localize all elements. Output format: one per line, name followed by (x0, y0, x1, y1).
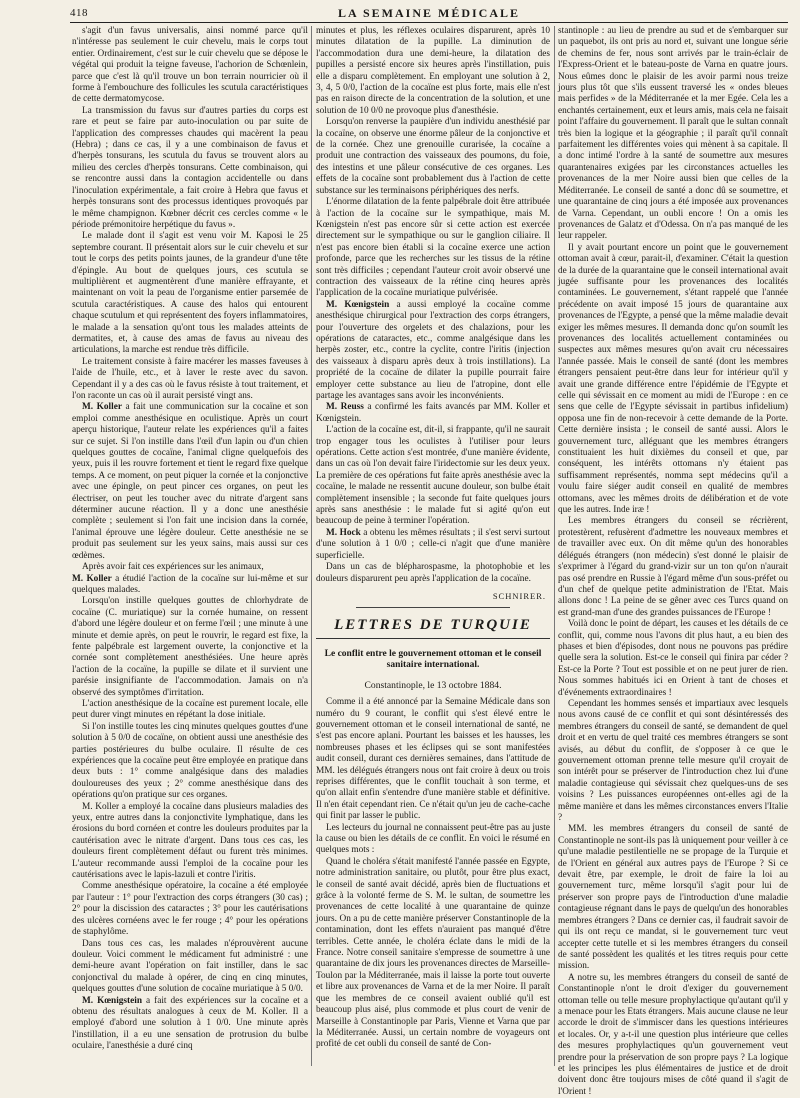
paragraph-text: a étudié l'action de la cocaïne sur lui-même et sur quelques malades. (72, 573, 308, 595)
paragraph (316, 402, 550, 425)
column-divider (311, 26, 312, 1066)
paragraph-text: a fait une communication sur la cocaïne et son emploi comme anesthésique en oculistique. Après un court aperçu historique, l'auteur relate les expériences qu'il a faites sur ce sujet. Si l'on instille dans l'œil d'un lapin ou d'un chien quelques gouttes de cocaïne, l'animal cligne quelquefois des yeux, puis il les rouvre fortement et tient le regard fixe quelque temps. A ce moment, on peut piquer la cornée et la conjonctive avec une épingle, on peut pincer ces organes, on peut les électriser, on peut les toucher avec du nitrate d'argent sans déterminer aucune réaction. Il y a donc une anesthésie complète ; seulement si l'on fait une incision dans la cornée, l'animal éprouve une légère douleur. Cette anesthésie ne se produit pas seulement sur les yeux sains, mais aussi sur ces œdèmes. (72, 402, 308, 561)
paragraph (72, 402, 308, 562)
paragraph-text: a obtenu les mêmes résultats ; il s'est servi surtout d'une solution à 1 0/0 ; celle-ci n'agit que d'une manière superficielle. (316, 527, 550, 561)
paragraph: Si l'on instille toutes les cinq minutes quelques gouttes d'une solution à 5 0/0 de cocaïne, on obtient aussi une anesthésie des parties postérieures du bulbe oculaire. Il résulte de ces expériences que la cocaïne peut être employée en pratique dans deux buts : 1° comme analgésique dans des maladies douloureuses des yeux ; 2° comme anesthésique dans des opérations qu'on pratique sur ces organes. (72, 721, 308, 801)
column-2 (316, 26, 550, 1066)
paragraph (72, 574, 308, 597)
paragraph: L'action anesthésique de la cocaïne est purement locale, elle peut durer vingt minutes en répétant la dose initiale. (72, 698, 308, 721)
dateline: Constantinople, le 13 octobre 1884. (364, 679, 502, 691)
paragraph: La transmission du favus sur d'autres parties du corps est rare et peut se faire par auto-inoculation ou par suite de l'application des compresses chaudes qui macèrent la peau (Hebra) ; dans ce cas, il y a une combinaison de favus et d'herpès tonsurans, les scutula du favus se trouvent alors au milieu des cercles d'herpès tonsurans. Cette combinaison, qui se rencontre aussi dans la contagion accidentelle ou dans l'inoculation expérimentale, a fait croire à Hebra que favus et herpès tonsurans sont des processus identiques provoqués par le même champignon. Kœbner décrit ces cercles comme « le période prémonitoire herpétique du favus ». (72, 105, 308, 230)
paragraph: Comme anesthésique opératoire, la cocaïne a été employée par l'auteur : 1° pour l'extraction des corps étrangers (30 cas) ; 2° pour la discission des cataractes ; 3° pour les cautérisations des ulcères cornéens avec le fer rouge ; 4° pour les opérations de staphylôme. (72, 881, 308, 938)
speaker-name: M. Koller (82, 402, 122, 413)
column-1 (72, 26, 308, 1066)
speaker-name: M. Kœnigstein (326, 299, 390, 310)
paragraph-text: a aussi employé la cocaïne comme anesthésique chirurgical pour l'extraction des corps étrangers, pour l'ouverture des orgelets et des chalazions, pour les opérations de cataractes, etc., comme analgésique dans les herpès zoster, etc., contre la cyclite, contre l'iritis (injection des vaisseaux à disparu après deux à trois instillations). La propriété de la cocaïne de dilater la pupille pourrait faire employer cette substance au lieu de l'atropine, dont elle partage les avantages sans avoir les inconvénients. (316, 299, 550, 401)
paragraph: Lorsqu'on renverse la paupière d'un individu anesthésié par la cocaïne, on observe une énorme pâleur de la conjonctive et de la cornée. Chez une grenouille curarisée, la cocaïne a produit une contraction des vaisseaux des poumons, du foie, des intestins et une pâleur consécutive de ces organes. Les effets de la cocaïne sont probablement dus à l'action de cette substance sur les terminaisons périphériques des nerfs. (316, 117, 550, 196)
paragraph: L'action de la cocaïne est, dit-il, si frappante, qu'il ne saurait trop engager tous les oculistes à l'utiliser pour leurs opérations. Cette action s'est montrée, d'une manière évidente, dans un cas où l'on devait faire l'iridectomie sur les deux yeux. La première de ces opérations fut faite après anesthésie avec la cocaïne, le malade ne ressentit aucune douleur, son bulbe était complètement insensible ; la seconde fut faite quelques jours après sans anesthésie : le malade fut si agité qu'on eut beaucoup de peine à terminer l'opération. (316, 425, 550, 527)
paragraph: Les membres étrangers du conseil se récrièrent, protestèrent, refusèrent d'admettre les nouveaux membres et de travailler avec eux. On dit même qu'un des honorables délégués étrangers (non médecin) s'est donné le plaisir de s'exprimer à l'égard du grand-vizir sur un ton qu'on n'aurait pas osé prendre en Russie à l'égard même d'un sous-préfet ou d'un chef de quelque petite administration de l'Etat. Mais allons donc ! La peine de se gêner avec ces Turcs quand on est grand-man d'une des grandes puissances de l'Europe ! (558, 516, 788, 618)
paragraph: Quand le choléra s'était manifesté l'année passée en Egypte, notre administration sanitaire, ou plutôt, pour être plus exact, le conseil de santé avait décidé, après bien de fluctuations et grâce à la volonté ferme de S. M. le sultan, de soumettre les provenances de cette localité à une quarantaine de quinze jours. On a pu de cette manière préserver Constantinople de la contamination, dont les effets n'auraient pas manqué d'être terribles. Cette année, le choléra éclate dans le midi de la France. Notre conseil sanitaire s'empresse de soumettre à une quarantaine de dix jours les provenances directes de Marseille-Toulon par la Méditerranée, mais il laisse la porte tout ouverte et libre aux provenances de Varna et de la mer Noire. Il paraît que les membres de ce conseil avaient oublié qu'il est beaucoup plus aisé, plus commode et plus court de venir de Marseille à Constantinople par Paris, Vienne et Varna que par la Méditerranée. Aussi, un certain nombre de voyageurs ont profité de cet oubli du conseil de santé de Con- (316, 856, 550, 1050)
speaker-name: M. Hock (326, 527, 361, 538)
paragraph: s'agit d'un favus universalis, ainsi nommé parce qu'il n'intéresse pas seulement le cuir chevelu, mais le corps tout entier. Ordinairement, c'est sur le cuir chevelu que se dépose le végétal qui produit la teigne faveuse, l'achorion de Schœnlein, parce que c'est là qu'il trouve un bon terrain nourricier où il forme à l'embouchure des follicules les scutula caractéristiques de cette dermatomycose. (72, 26, 308, 105)
section-title: LETTRES DE TURQUIE (316, 620, 550, 638)
article-subheading: Le conflit entre le gouvernement ottoman et le conseil sanitaire international. (324, 648, 542, 671)
paragraph (316, 300, 550, 403)
paragraph: Lorsqu'on instille quelques gouttes de chlorhydrate de cocaïne (C. muriatique) sur la cornée humaine, on ressent d'abord une légère douleur et on ferme l'œil ; une minute à une minute et demie après, on peut le rouvrir, le regard est fixe, la fente palpébrale est largement ouverte, la conjonctive et la cornée sont complètement anesthésiées. Une heure après l'action de la cocaïne, la pupille se dilate et il survient une parésie insignifiante de l'accommodation. Jamais on n'a observé des symptômes d'irritation. (72, 596, 308, 698)
paragraph: Il y avait pourtant encore un point que le gouvernement ottoman avait à cœur, parait-il, d'examiner. C'était la question de la durée de la quarantaine que le conseil international avait jugée suffisante pour les provenances des localités contaminées. Le gouvernement, s'étant rappelé que l'année précédente on avait imposé 15 jours de quarantaine aux provenances de l'Egypte, a pensé que la même maladie devait exiger les mêmes mesures. Il demanda donc qu'on soumît les provenances des localités actuellement contaminées ou suspectes aux mêmes mesures qu'on avait cru nécessaires l'année passée. Mais le conseil de santé (dont les membres étrangers pensaient peut-être dans leur for intérieur qu'il y avait une grande différence entre l'épidémie de l'Egypte et celle qui sévissait en ce moment au midi de l'Europe : en ce sens que celle de l'Egypte sévissait in partibus infidelium) opposa une fin de non-recevoir à cette demande de la Porte. Cette dernière insista ; le conseil de santé aussi. Alors le gouvernement turc, alléguant que les membres étrangers constituaient les huit dixièmes du conseil et que, par conséquent, les intérêts ottomans n'y étaient pas suffisamment représentés, nomma sept médecins qu'il a voulu faire siéger audit conseil en qualité de membres ottomans, avec les mêmes droits de délibération et de vote que les autres. Inde iræ ! (558, 242, 788, 516)
speaker-name: M. Reuss (326, 402, 364, 413)
column-divider (554, 26, 555, 1066)
paragraph: Dans un cas de blépharospasme, la photophobie et les douleurs disparurent peu après l'application de la cocaïne. (316, 562, 550, 584)
paragraph: A notre su, les membres étrangers du conseil de santé de Constantinople n'ont le droit d'exiger du gouvernement ottoman telle ou telle mesure prophylactique qu'autant qu'il y a menace pour les Etats étrangers. Mais aucune clause ne leur accorde le droit de s'immiscer dans les questions intérieures et locales. Or, y a-t-il une question plus intérieure que celles des mesures prophylactiques qu'un gouvernement veut prendre pour la préservation de son propre pays ? La logique et les principes les plus élémentaires de justice et de droit doivent donc être toujours mises de côté quand il s'agit de l'Orient ! (558, 972, 788, 1097)
header-rule (70, 22, 788, 23)
page-number: 418 (70, 7, 88, 19)
paragraph-text: a fait des expériences sur la cocaïne et a obtenu des résultats analogues à ceux de M. Koller. Il a employé d'abord une solution à 1 0/0. Une minute après l'instillation, il a eu une sensation de protrusion du bulbe oculaire, l'anesthésie a duré cinq (72, 995, 308, 1052)
column-3 (558, 26, 788, 1097)
paragraph: Le traitement consiste à faire macérer les masses faveuses à l'aide de l'huile, etc., et à laver le reste avec du savon. Cependant il y a des cas où le favus résiste à tout traitement, et l'on raconte un cas où il aurait persisté vingt ans. (72, 356, 308, 401)
speaker-name: M. Kœnigstein (82, 995, 143, 1006)
paragraph: Le malade dont il s'agit est venu voir M. Kaposi le 25 septembre courant. Il présentait alors sur le cuir chevelu et sur tout le corps des petits points jaunes, de la grandeur d'une tête d'épingle. Au bout de quelques jours, ces scutula se multiplièrent et augmentèrent d'une manière effrayante, et maintenant on voit la peau de l'organisme entier parsemée de scutula caractéristiques. A cause des halos qui entourent chaque scutulum et qui représentent des foyers inflammatoires, le malade a la sensation qu'ont tous les malades atteints de dermatites, et, à cause des amas de favus au niveau des articulations, la marche est rendue très difficile. (72, 231, 308, 356)
author-signature: SCHNIRER. (492, 590, 546, 601)
paragraph (316, 528, 550, 562)
paragraph: L'énorme dilatation de la fente palpébrale doit être attribuée à l'action de la cocaïne sur le sympathique, mais M. Kœnigstein n'est pas encore sûr si cette action est exercée directement sur le sympathique ou sur le ganglion ciliaire. Il n'est pas encore bien établi si la cocaïne exerce une action profonde, parce que les recherches sur les tissus de la rétine sont très difficiles ; cependant l'auteur croit avoir observé une contraction des vaisseaux de la rétine cinq heures après l'application de la cocaïne muriatique pulvérisée. (316, 197, 550, 299)
paragraph: M. Koller a employé la cocaïne dans plusieurs maladies des yeux, entre autres dans la conjonctivite lymphatique, dans les érosions du bord cornéen et contre les douleurs produites par la cautérisation avec le nitrate d'argent. Dans tous ces cas, les douleurs firent complètement défaut ou furent très minimes. L'auteur recommande aussi l'emploi de la cocaïne pour les cautérisations avec le lapis-lazuli et contre l'iritis. (72, 801, 308, 881)
speaker-name: M. Koller (72, 573, 112, 584)
paragraph (72, 996, 308, 1053)
paragraph: MM. les membres étrangers du conseil de santé de Constantinople ne sont-ils pas là uniquement pour veiller à ce qu'une maladie pestilentielle ne se propage de la Turquie et de l'Orient en général aux autres pays de l'Europe ? Si ce devait être, par exemple, le droit de faire la loi au gouvernement turc, même lorsqu'il s'agit pour lui de préserver son propre pays de l'introduction d'une maladie contagieuse régnant dans le pays de quelqu'un des honorables membres étrangers ? Dans ce dernier cas, il faudrait savoir de qui ils ont reçu ce mandat, si le gouvernement turc veut accepter cette tutelle et si les membres étrangers du conseil de santé possèdent les qualités et les titres requis pour cette mission. (558, 824, 788, 972)
paragraph-text: a confirmé les faits avancés par MM. Koller et Kœnigstein. (316, 402, 551, 424)
paragraph: Dans tous ces cas, les malades n'éprouvèrent aucune douleur. Voici comment le médicament fut administré : une demi-heure avant l'opération on fait instiller, dans le sac conjonctival du malade à opérer, de cinq en cinq minutes, quelques gouttes d'une solution de cocaïne muriatique à 5 0/0. (72, 938, 308, 995)
journal-title: LA SEMAINE MÉDICALE (337, 6, 521, 20)
paragraph: Voilà donc le point de départ, les causes et les détails de ce conflit, qui, comme nous l'avons dit plus haut, a eu bien des phases et bien d'épisodes, dont nous ne pouvons pas prédire quelle sera la solution. Est-ce le conseil qui finira par céder ? Est-ce la Porte ? Tout est possible et on ne peut jurer de rien. Nous sommes habitués ici en Orient à tant de choses et d'événements extraordinaires ! (558, 619, 788, 698)
paragraph: Cependant les hommes sensés et impartiaux avec lesquels nous avons causé de ce conflit et qui sont désintéressés des membres étrangers du conseil de santé, se demandent de quel droit et en vertu de quel traité ces membres étrangers se sont avisés, au début du conflit, de s'opposer à ce que le gouvernement ottoman prenne telle mesure qu'il croyait de son intérêt pour se préserver de l'introduction chez lui d'une maladie contagieuse qui sévissait chez quelques-uns de ses voisins ? Les puissances européennes ont-elles agi de la même manière et dans les mêmes circonstances envers l'Italie ? (558, 698, 788, 824)
paragraph: Comme il a été annoncé par la Semaine Médicale dans son numéro du 9 courant, le conflit qui s'est élevé entre le gouvernement ottoman et le conseil international de santé, ne s'est pas encore aplani. Pourtant les baisses et les hausses, les nombreuses phases et les éclipses qui se sont manifestées audit conseil, durant ces dernières semaines, dans l'attitude de MM. les délégués étrangers nous ont fait croire à deux ou trois reprises différentes, que le conflit touchait à son terme, et qu'on allait enfin s'entendre d'une manière stable et définitive. Il n'en était cependant rien. Ce n'était qu'un jeu de cache-cache qui finit par lasser le public. (316, 697, 550, 822)
paragraph: Après avoir fait ces expériences sur les animaux, (82, 562, 264, 573)
paragraph: stantinople : au lieu de prendre au sud et de s'embarquer sur un paquebot, ils ont pris au nord et, suivant une longue série de chemins de fer, nous sont arrivés par le train-éclair de l'Express-Orient et le bateau-poste de Varna en quatre jours. Nous eûmes donc le plaisir de les avoir parmi nous treize jours plus tôt que s'ils eussent traversé les « ondes bleues mais perfides » de la Méditerranée et la mer Egée. Cela les a enchantés certainement, eux et leurs amis, mais cela ne faisait point l'affaire du gouvernement. Il paraît que le sultan connaît très bien la logique et la géographie ; il paraît qu'il connaît parfaitement les différentes voies qui mènent à sa capitale. Il a donc intimé l'ordre à la santé de soumettre aux mesures quarantenaires exigées par les circonstances actuelles les provenances de la mer Noire aussi bien que celles de la Méditerranée. Le conseil de santé a donc dû se soumettre, et une quarantaine de cinq jours a été imposée aux provenances de Varna. Cependant, un oubli encore ! On a omis les provenances de Galatz et d'Odessa. On n'a pas manqué de les leur rappeler. (558, 26, 788, 242)
section-rule (356, 607, 510, 608)
paragraph: Les lecteurs du journal ne connaissent peut-être pas au juste la cause ou bien les détails de ce conflit. En voici le résumé en quelques mots : (316, 822, 550, 856)
paragraph: minutes et plus, les réflexes oculaires disparurent, après 10 minutes dilatation de la pupille. La diminution de l'accommodation dura une demi-heure, la dilatation des pupilles a persisté encore six heures après l'instillation, puis elle a disparu complètement. En employant une solution à 2, 3, 4, 5 0/0, l'action de la cocaïne est plus forte, mais elle n'est pas en raison directe de la concentration de la solution, et une solution de 10 0/0 ne provoque plus d'anesthésie. (316, 26, 550, 116)
